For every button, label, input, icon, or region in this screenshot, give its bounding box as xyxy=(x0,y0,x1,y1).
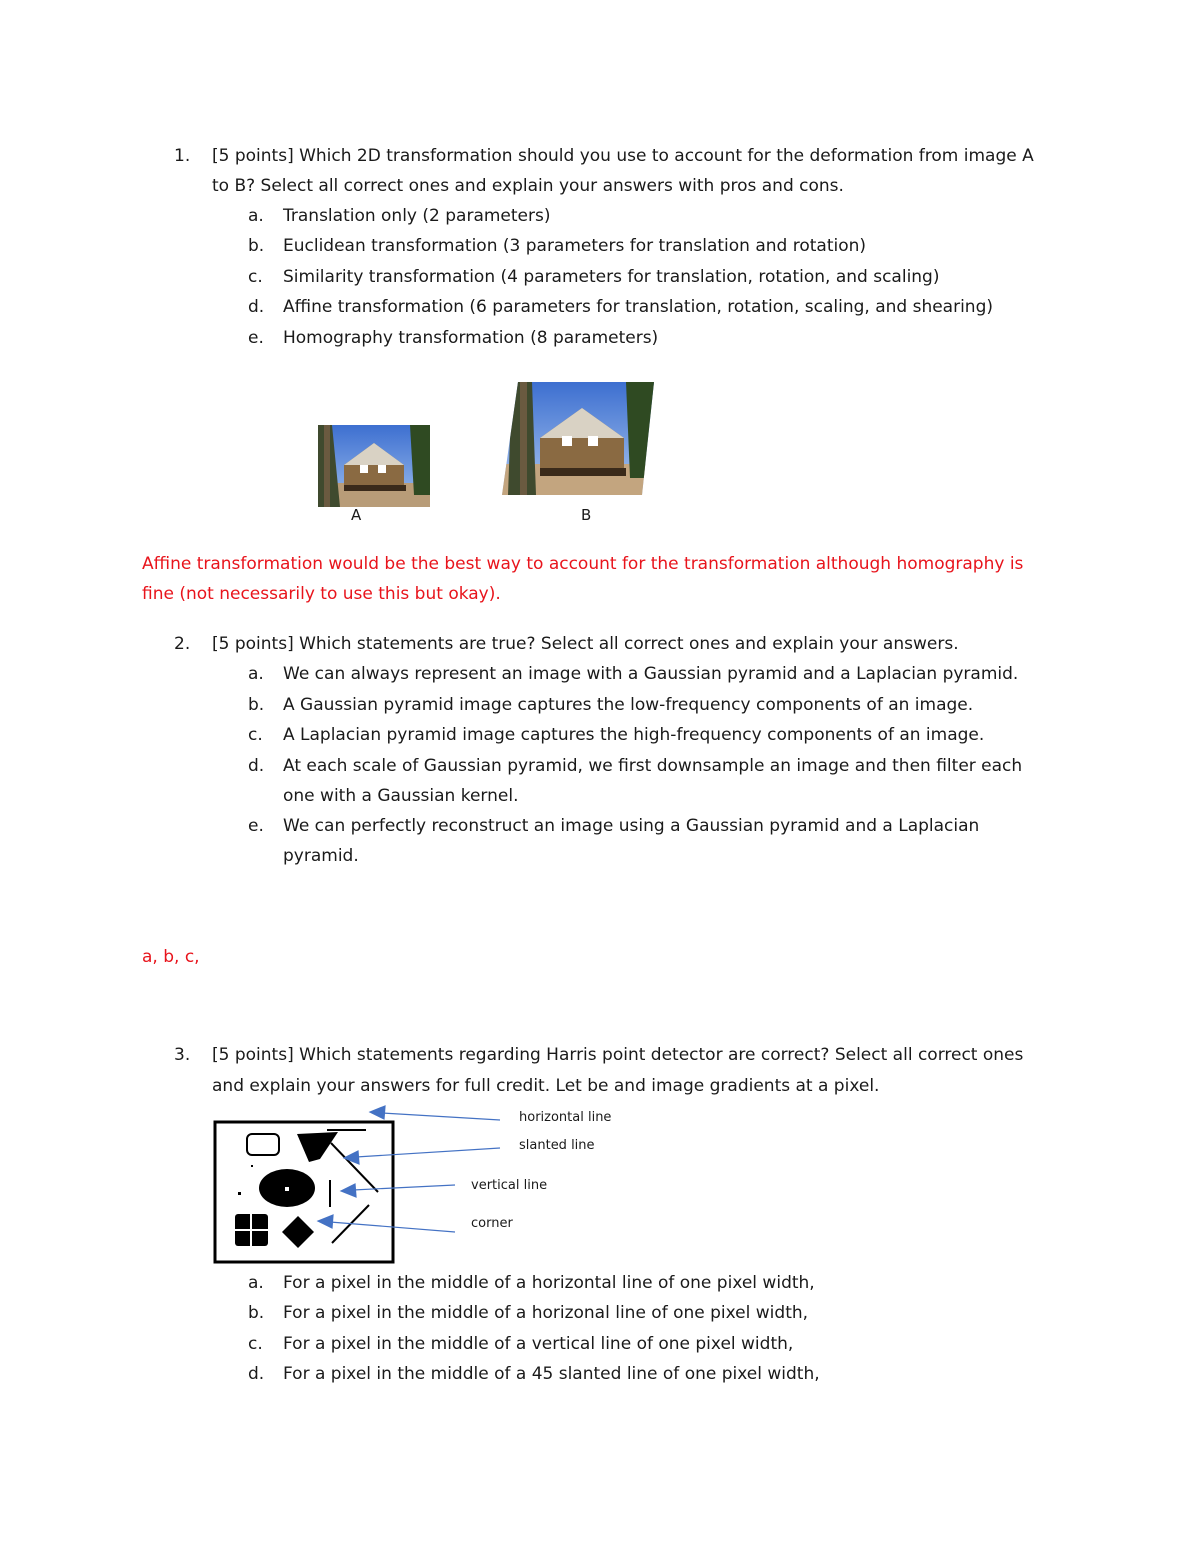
q1-option-text: Translation only (2 parameters) xyxy=(283,206,551,226)
q3-option-letter: c. xyxy=(248,1334,263,1354)
q2-option-text: A Laplacian pyramid image captures the high-frequency components of an image. xyxy=(283,725,985,745)
q3-option-text: For a pixel in the middle of a vertical line of one pixel width, xyxy=(283,1334,794,1354)
arrow-horizontal-line xyxy=(382,1113,500,1120)
q2-option-text: At each scale of Gaussian pyramid, we first downsample an image and then filter each xyxy=(283,756,1023,776)
dot-shape xyxy=(238,1192,241,1195)
q2-option-letter: a. xyxy=(248,664,264,684)
dot-shape xyxy=(251,1165,253,1167)
q2-option-text: A Gaussian pyramid image captures the low-frequency components of an image. xyxy=(283,695,974,715)
q2-option-letter: e. xyxy=(248,816,264,836)
q1-answer-line2: fine (not necessarily to use this but okay). xyxy=(142,584,501,604)
q2-option-letter: d. xyxy=(248,756,265,776)
q2-text-line1: [5 points] Which statements are true? Select all correct ones and explain your answers. xyxy=(212,634,959,654)
q3-number: 3. xyxy=(174,1045,191,1065)
q2-option-text-cont: one with a Gaussian kernel. xyxy=(283,786,519,806)
q3-option-letter: a. xyxy=(248,1273,264,1293)
q1-option-letter: d. xyxy=(248,297,265,317)
q1-option-text: Similarity transformation (4 parameters for translation, rotation, and scaling) xyxy=(283,267,940,287)
q2-option-text: We can always represent an image with a Gaussian pyramid and a Laplacian pyramid. xyxy=(283,664,1019,684)
q2-number: 2. xyxy=(174,634,191,654)
q2-option-text-cont: pyramid. xyxy=(283,846,359,866)
q1-option-text: Euclidean transformation (3 parameters for translation and rotation) xyxy=(283,236,867,256)
image-b-label: B xyxy=(581,506,592,524)
label-corner: corner xyxy=(471,1216,513,1231)
q1-answer-line1: Affine transformation would be the best way to account for the transformation although homography is xyxy=(142,554,1024,574)
label-horizontal-line: horizontal line xyxy=(519,1110,612,1125)
q3-option-letter: b. xyxy=(248,1303,265,1323)
q2-option-letter: b. xyxy=(248,695,265,715)
q1-option-letter: c. xyxy=(248,267,263,287)
label-vertical-line: vertical line xyxy=(471,1178,548,1193)
q1-option-text: Affine transformation (6 parameters for translation, rotation, scaling, and shearing) xyxy=(283,297,993,317)
q3-option-text: For a pixel in the middle of a horizonal line of one pixel width, xyxy=(283,1303,809,1323)
q1-text-line1: [5 points] Which 2D transformation should you use to account for the deformation from image A xyxy=(212,146,1034,166)
q1-option-letter: a. xyxy=(248,206,264,226)
q1-text-line2: to B? Select all correct ones and explain your answers with pros and cons. xyxy=(212,176,844,196)
q1-option-letter: e. xyxy=(248,328,264,348)
q3-option-text: For a pixel in the middle of a 45 slanted line of one pixel width, xyxy=(283,1364,820,1384)
q1-option-text: Homography transformation (8 parameters) xyxy=(283,328,659,348)
q1-option-letter: b. xyxy=(248,236,265,256)
image-a-label: A xyxy=(351,506,362,524)
q2-answer: a, b, c, xyxy=(142,947,200,967)
q3-text-line2: and explain your answers for full credit. Let be and image gradients at a pixel. xyxy=(212,1076,880,1096)
q3-option-letter: d. xyxy=(248,1364,265,1384)
q3-option-text: For a pixel in the middle of a horizontal line of one pixel width, xyxy=(283,1273,815,1293)
rounded-rectangle-shape xyxy=(247,1134,279,1155)
q2-option-letter: c. xyxy=(248,725,263,745)
q3-text-line1: [5 points] Which statements regarding Harris point detector are correct? Select all correct ones xyxy=(212,1045,1024,1065)
ellipse-center-dot xyxy=(285,1187,289,1191)
q1-number: 1. xyxy=(174,146,191,166)
arrow-head xyxy=(370,1106,385,1119)
label-slanted-line: slanted line xyxy=(519,1138,595,1153)
q2-option-text: We can perfectly reconstruct an image using a Gaussian pyramid and a Laplacian xyxy=(283,816,980,836)
